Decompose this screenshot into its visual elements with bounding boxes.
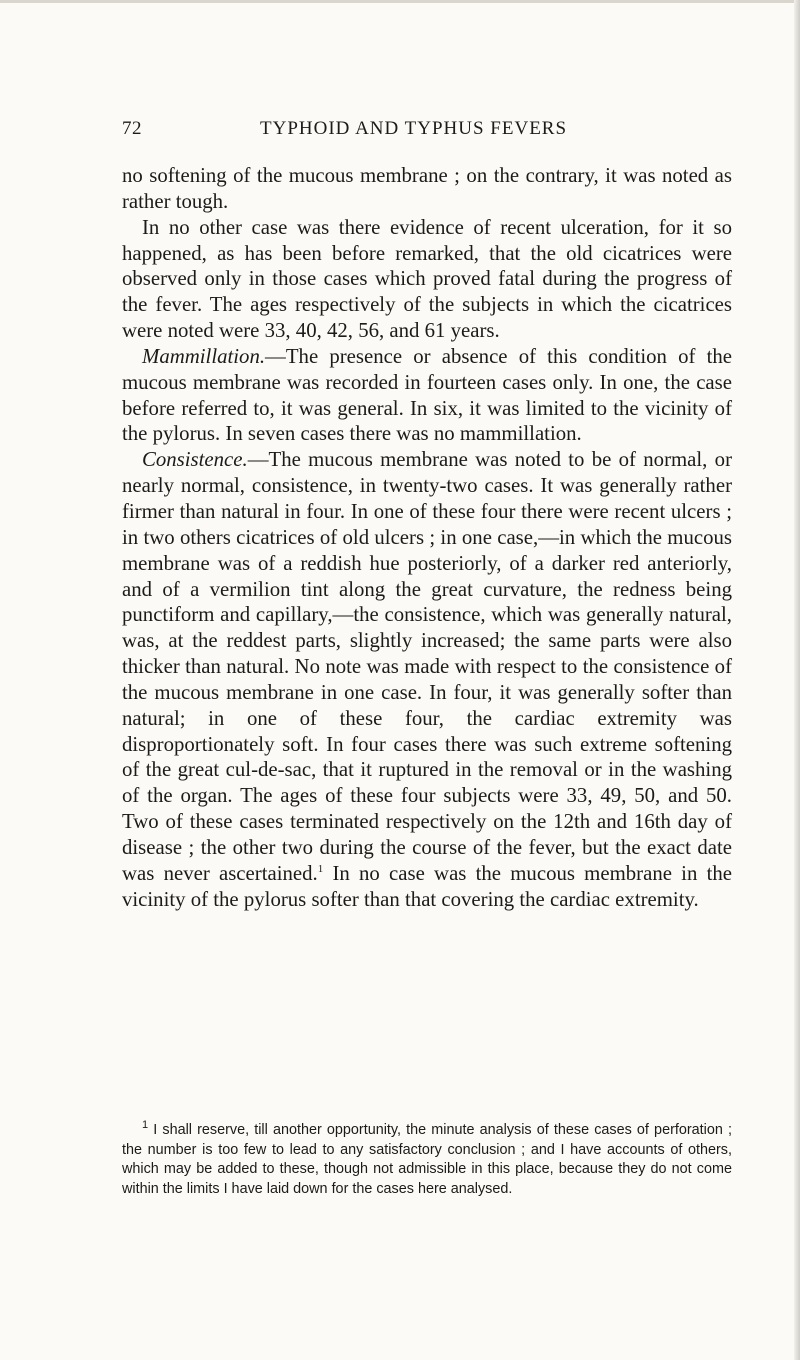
section-heading-consistence: Consistence. (142, 448, 248, 472)
page-number: 72 (122, 118, 142, 139)
footnote-mark: 1 (142, 1119, 149, 1132)
section-heading-mammillation: Mammillation. (142, 344, 266, 368)
paragraph-consistence (122, 447, 732, 912)
paragraph-text: —The mucous membrane was noted to be of normal, or nearly normal, consistence, in twenty-two cases. It was generally rather firmer than natural in four. In one of these four there were recent ulcers ; in two others cicatrices of old ulcers ; in one case,—in which the mucous membrane was of a reddish hue posteriorly, of a darker red anteriorly, and of a vermilion tint along the great curvature, the redness being punctiform and capillary,—the consistence, which was generally natural, was, at the reddest parts, slightly increased; the same parts were also thicker than natural. No note was made with respect to the consistence of the mucous membrane in one case. In four, it was generally softer than natural; in one of these four, the cardiac extremity was disproportionately soft. In four cases there was such extreme softening of the great cul-de-sac, that it ruptured in the removal or in the washing of the organ. The ages of these four subjects were 33, 49, 50, and 50. Two of these cases terminated respectively on the 12th and 16th day of disease ; the other two during the course of the fever, but the exact date was never ascertained. (122, 448, 732, 885)
paragraph-ulceration (122, 215, 732, 344)
footnote (122, 1121, 732, 1199)
footnote-reference: 1 (317, 862, 324, 875)
running-title: TYPHOID AND TYPHUS FEVERS (260, 118, 568, 139)
footnote-text: I shall reserve, till another opportunity, the minute analysis of these cases of perforation ; the number is too few to lead to any satisfactory conclusion ; and I have accounts of others, which may be added to these, though not admissible in this place, because they do not come within the limits I have laid down for the cases here analysed. (122, 1122, 732, 1197)
page-right-edge (794, 0, 800, 1360)
page-header (122, 118, 732, 148)
body-text (122, 163, 732, 912)
paragraph-mammillation (122, 344, 732, 447)
page-top-edge (0, 0, 800, 3)
paragraph-text-continued: In no case was the mucous membrane in the vicinity of the pylorus softer than that covering the cardiac extremity. (122, 861, 732, 911)
paragraph-text: In no other case was there evidence of recent ulceration, for it so happened, as has been before remarked, that the old cicatrices were observed only in those cases which proved fatal during the progress of the fever. The ages respectively of the subjects in which the cicatrices were noted were 33, 40, 42, 56, and 61 years. (122, 215, 732, 343)
paragraph-text: —The presence or absence of this condition of the mucous membrane was recorded in fourteen cases only. In one, the case before referred to, it was general. In six, it was limited to the vicinity of the pylorus. In seven cases there was no mammillation. (122, 344, 732, 446)
paragraph-continuation (122, 163, 732, 215)
paragraph-text: no softening of the mucous membrane ; on the contrary, it was noted as rather tough. (122, 164, 732, 213)
